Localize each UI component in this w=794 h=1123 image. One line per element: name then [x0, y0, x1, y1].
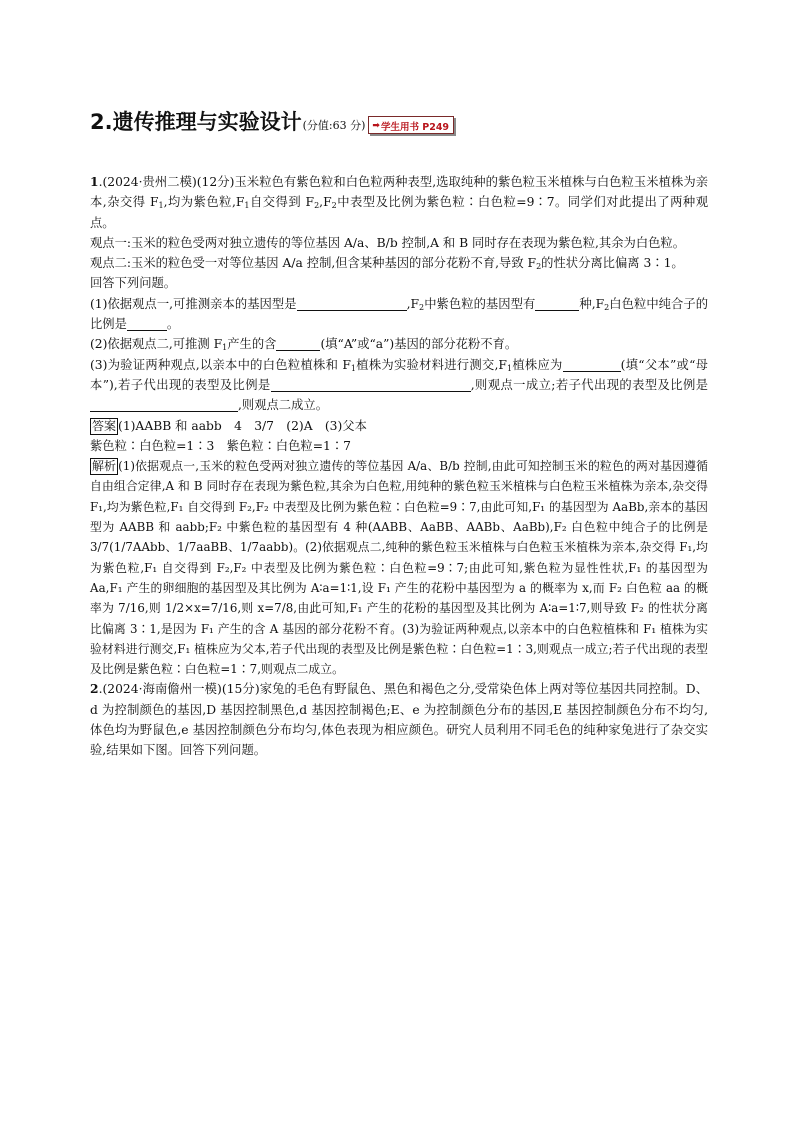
section-heading [90, 104, 708, 136]
section-score: (分值:63 分) [302, 119, 366, 132]
question-body [90, 172, 708, 761]
question-1-intro: 1.(2024·贵州二模)(12分)玉米粒色有紫色粒和白色粒两种表型,选取纯种的紫色粒玉米植株与白色粒玉米植株为亲本,杂交得 $F_1$,均为紫色粒$,F_1$自交得到 $F_2,F_2$中表型及比例为紫色粒∶白色粒=9∶7。同学们对此提出了两种观点。 [90, 174, 708, 230]
section-title: 2.遗传推理与实验设计 [90, 110, 302, 134]
viewpoint-1: 观点一:玉米的粒色受两对独立遗传的等位基因 A/a、B/b 控制,A 和 B 同时存在表现为紫色粒,其余为白色粒。 [90, 235, 686, 250]
student-book-link[interactable] [368, 116, 454, 134]
answer-line-1: 答案 (1)AABB 和 aabb 4 3/7 (2)A (3)父本 [92, 418, 367, 433]
answer-blank[interactable] [127, 316, 167, 331]
viewpoint-2: 观点二:玉米的粒色受一对等位基因 A/a 控制,但含某种基因的部分花粉不育,导致 $F_2$的性状分离比偏离 3∶1。 [90, 256, 684, 272]
analysis-text: (1)依据观点一,玉米的粒色受两对独立遗传的等位基因 A/a、B/b 控制,由此可知控制玉米的粒色的两对基因遵循自由组合定律,A 和 B 同时存在表现为紫色粒,其余为白色粒,用纯种的紫色粒玉米植株与白色粒玉米植株为亲本,杂交得 F₁,均为紫色粒,F₁ 自交得到 F₂,F₂ 中表型及比例为紫色粒∶白色粒=9∶7,由此可知,F₁ 的基因型为 AaBb,亲本的基因型为 AABB 和 aabb;F₂ 中紫色粒的基因型有 4 种(AABB、AaBB、AABb、AaBb),F₂ 白色粒中纯合子的比例是 3/7(1/7AAbb、1/7aaBB、1/7aabb)。(2)依据观点二,纯种的紫色粒玉米植株与白色粒玉米植株为亲本,杂交得 F₁,均为紫色粒,F₁ 自交得到 F₂,F₂ 中表型及比例为紫色粒∶白色粒=9∶7;由此可知,紫色粒为显性性状,F₁ 的基因型为 Aa,F₁ 产生的卵细胞的基因型及其比例为 A∶a=1∶1,设 F₁ 产生的花粉中基因型为 a 的概率为 x,而 F₂ 白色粒 aa 的概率为 7/16,则 1/2×x=7/16,则 x=7/8,由此可知,F₁ 产生的花粉的基因型及其比例为 A∶a=1∶7,则导致 F₂ 的性状分离比偏离 3∶1,是因为 F₁ 产生的含 A 基因的部分花粉不育。(3)为验证两种观点,以亲本中的白色粒植株和 F₁ 植株为实验材料进行测交,F₁ 植株应为父本,若子代出现的表型及比例是紫色粒∶白色粒=1∶3,则观点一成立;若子代出现的表型及比例是紫色粒∶白色粒=1∶7,则观点二成立。 [90, 459, 708, 677]
sub-question-1: (1)依据观点一,可推测亲本的基因型是 $,F_2$中紫色粒的基因型有 种$,F_2$白色粒中纯合子的比例是 。 [90, 296, 708, 332]
analysis-label: 解析 [92, 459, 117, 474]
answer-line-2: 紫色粒∶白色粒=1∶3 紫色粒∶白色粒=1∶7 [90, 438, 351, 453]
answer-blank[interactable] [276, 336, 320, 351]
answer-label: 答案 [92, 418, 117, 433]
question-2: 2.(2024·海南儋州一模)(15分)家兔的毛色有野鼠色、黑色和褐色之分,受常染色体上两对等位基因共同控制。D、d 为控制颜色的基因,D 基因控制黑色,d 基因控制褐色;E、e 为控制颜色分布的基因,E 基因控制颜色分布不均匀,体色均为野鼠色,e 基因控制颜色分布均匀,体色表现为相应颜色。研究人员利用不同毛色的纯种家兔进行了杂交实验,结果如下图。回答下列问题。 [90, 681, 708, 758]
answer-blank[interactable] [297, 296, 407, 311]
answer-blank[interactable] [563, 357, 621, 372]
question-prompt: 回答下列问题。 [90, 276, 177, 291]
answer-blank[interactable] [535, 296, 579, 311]
sub-question-3: (3)为验证两种观点,以亲本中的白色粒植株和 $F_1$植株为实验材料进行测交$,F_1$植株应为 (填“父本”或“母本”),若子代出现的表型及比例是 ,则观点一成立;若子代出现的表型及比例是,则观点二成立。 [90, 357, 708, 413]
arrow-right-icon: ➡ [372, 120, 380, 131]
answer-blank[interactable] [271, 377, 471, 392]
answer-blank[interactable] [90, 397, 238, 412]
page-content [90, 104, 708, 761]
analysis [90, 456, 708, 679]
sub-question-2: (2)依据观点二,可推测 $F_1$产生的含 (填“A”或“a”)基因的部分花粉不育。 [90, 337, 518, 353]
student-book-label: 学生用书 P249 [380, 121, 450, 133]
